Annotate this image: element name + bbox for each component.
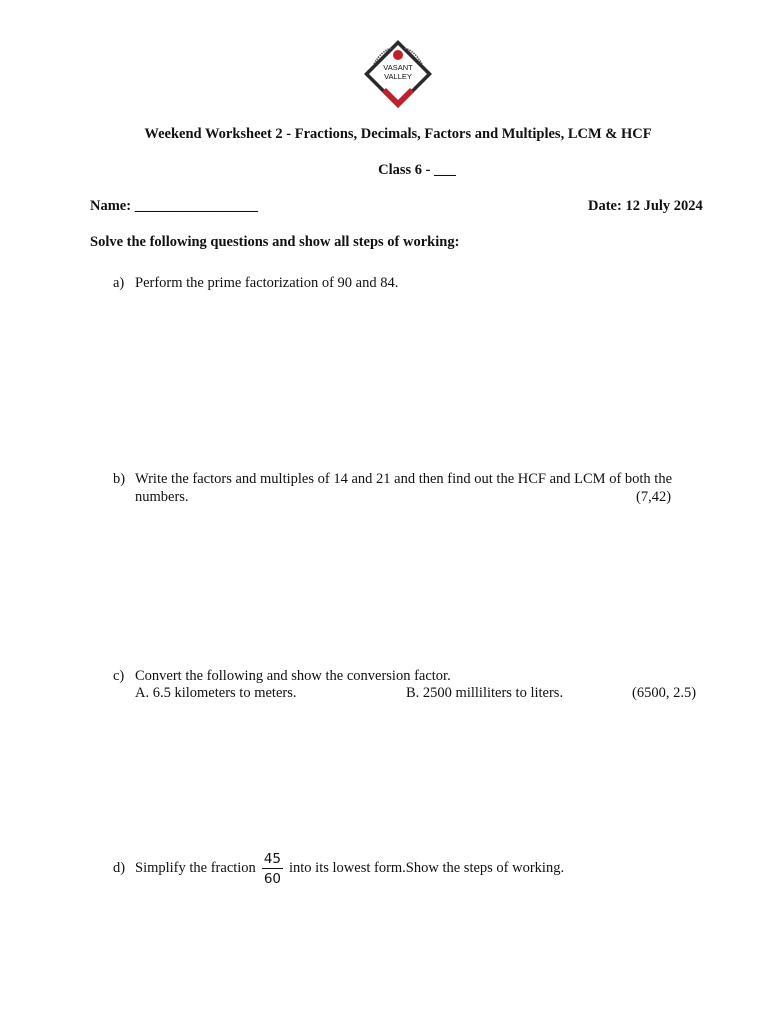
question-b-text-line1: Write the factors and multiples of 14 and 21 and then find out the HCF and LCM of both the [135,471,673,487]
fraction-numerator: 45 [263,850,281,867]
question-b-answer: (7,42) [636,489,672,505]
question-c-part-a: A. 6.5 kilometers to meters. [135,685,297,701]
question-a-text: Perform the prime factorization of 90 and 84. [135,275,399,291]
question-b-label: b) [113,471,126,487]
question-d-label: d) [113,860,126,876]
question-c-label: c) [113,668,125,684]
class-line: Class 6 - ___ [378,162,456,178]
school-logo [362,38,434,110]
date-line: Date: 12 July 2024 [588,198,703,214]
fraction-denominator: 60 [263,870,281,887]
fraction [262,851,283,887]
question-d-text-after: into its lowest form.Show the steps of working. [289,860,565,876]
logo-text-line1: VASANT [383,63,413,72]
question-d-text [135,846,564,890]
name-line: Name: _________________ [90,198,258,214]
question-c-part-b: B. 2500 milliliters to liters. [406,685,564,701]
instructions: Solve the following questions and show all steps of working: [90,234,460,250]
logo-text-line2: VALLEY [384,72,412,81]
worksheet-title: Weekend Worksheet 2 - Fractions, Decimals, Factors and Multiples, LCM & HCF [144,126,652,142]
question-a-label: a) [113,275,125,291]
question-b-text-line2: numbers. [135,489,189,505]
question-c-text: Convert the following and show the conversion factor. [135,668,451,684]
question-d-text-before: Simplify the fraction [135,860,256,876]
question-c-answer: (6500, 2.5) [632,685,697,701]
